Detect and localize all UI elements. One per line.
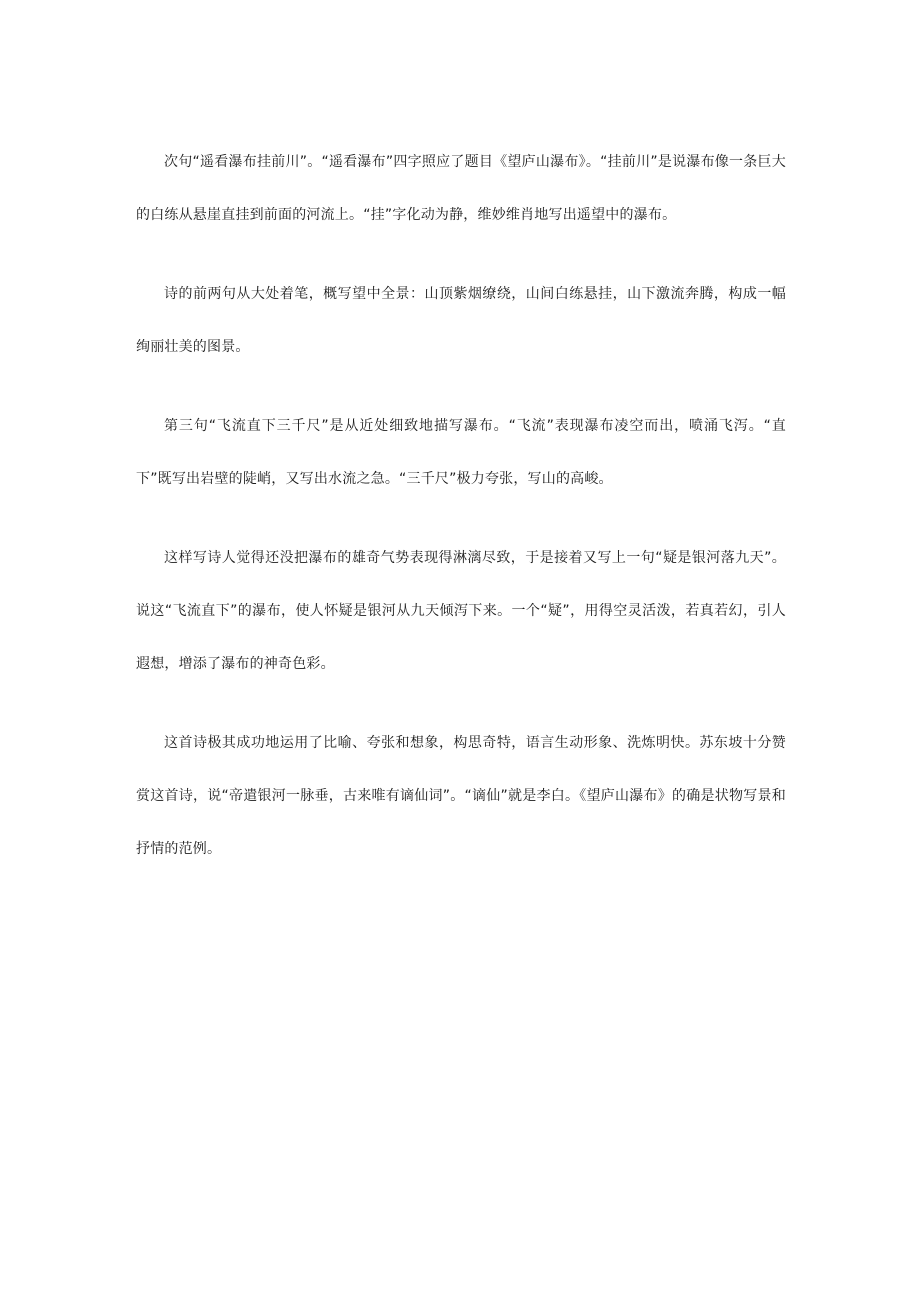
paragraph-2: 诗的前两句从大处着笔，概写望中全景：山顶紫烟缭绕，山间白练悬挂，山下激流奔腾，构成一幅绚丽壮美的图景。	[136, 286, 786, 355]
paragraph-4: 这样写诗人觉得还没把瀑布的雄奇气势表现得淋漓尽致，于是接着又写上一句“疑是银河落九天”。说这“飞流直下”的瀑布，使人怀疑是银河从九天倾泻下来。一个“疑”，用得空灵活泼，若真若幻，引人遐想，增添了瀑布的神奇色彩。	[136, 550, 786, 672]
paragraph-3: 第三句“飞流直下三千尺”是从近处细致地描写瀑布。“飞流”表现瀑布凌空而出，喷涌飞泻。“直下”既写出岩壁的陡峭，又写出水流之急。“三千尺”极力夸张，写山的高峻。	[136, 418, 786, 487]
paragraph-1: 次句“遥看瀑布挂前川”。“遥看瀑布”四字照应了题目《望庐山瀑布》。“挂前川”是说瀑布像一条巨大的白练从悬崖直挂到前面的河流上。“挂”字化动为静，维妙维肖地写出遥望中的瀑布。	[136, 154, 786, 223]
paragraph-5: 这首诗极其成功地运用了比喻、夸张和想象，构思奇特，语言生动形象、洗炼明快。苏东坡十分赞赏这首诗，说“帝遣银河一脉垂，古来唯有谪仙词”。“谪仙”就是李白。《望庐山瀑布》的确是状物写景和抒情的范例。	[136, 735, 786, 857]
document-body	[136, 136, 786, 902]
